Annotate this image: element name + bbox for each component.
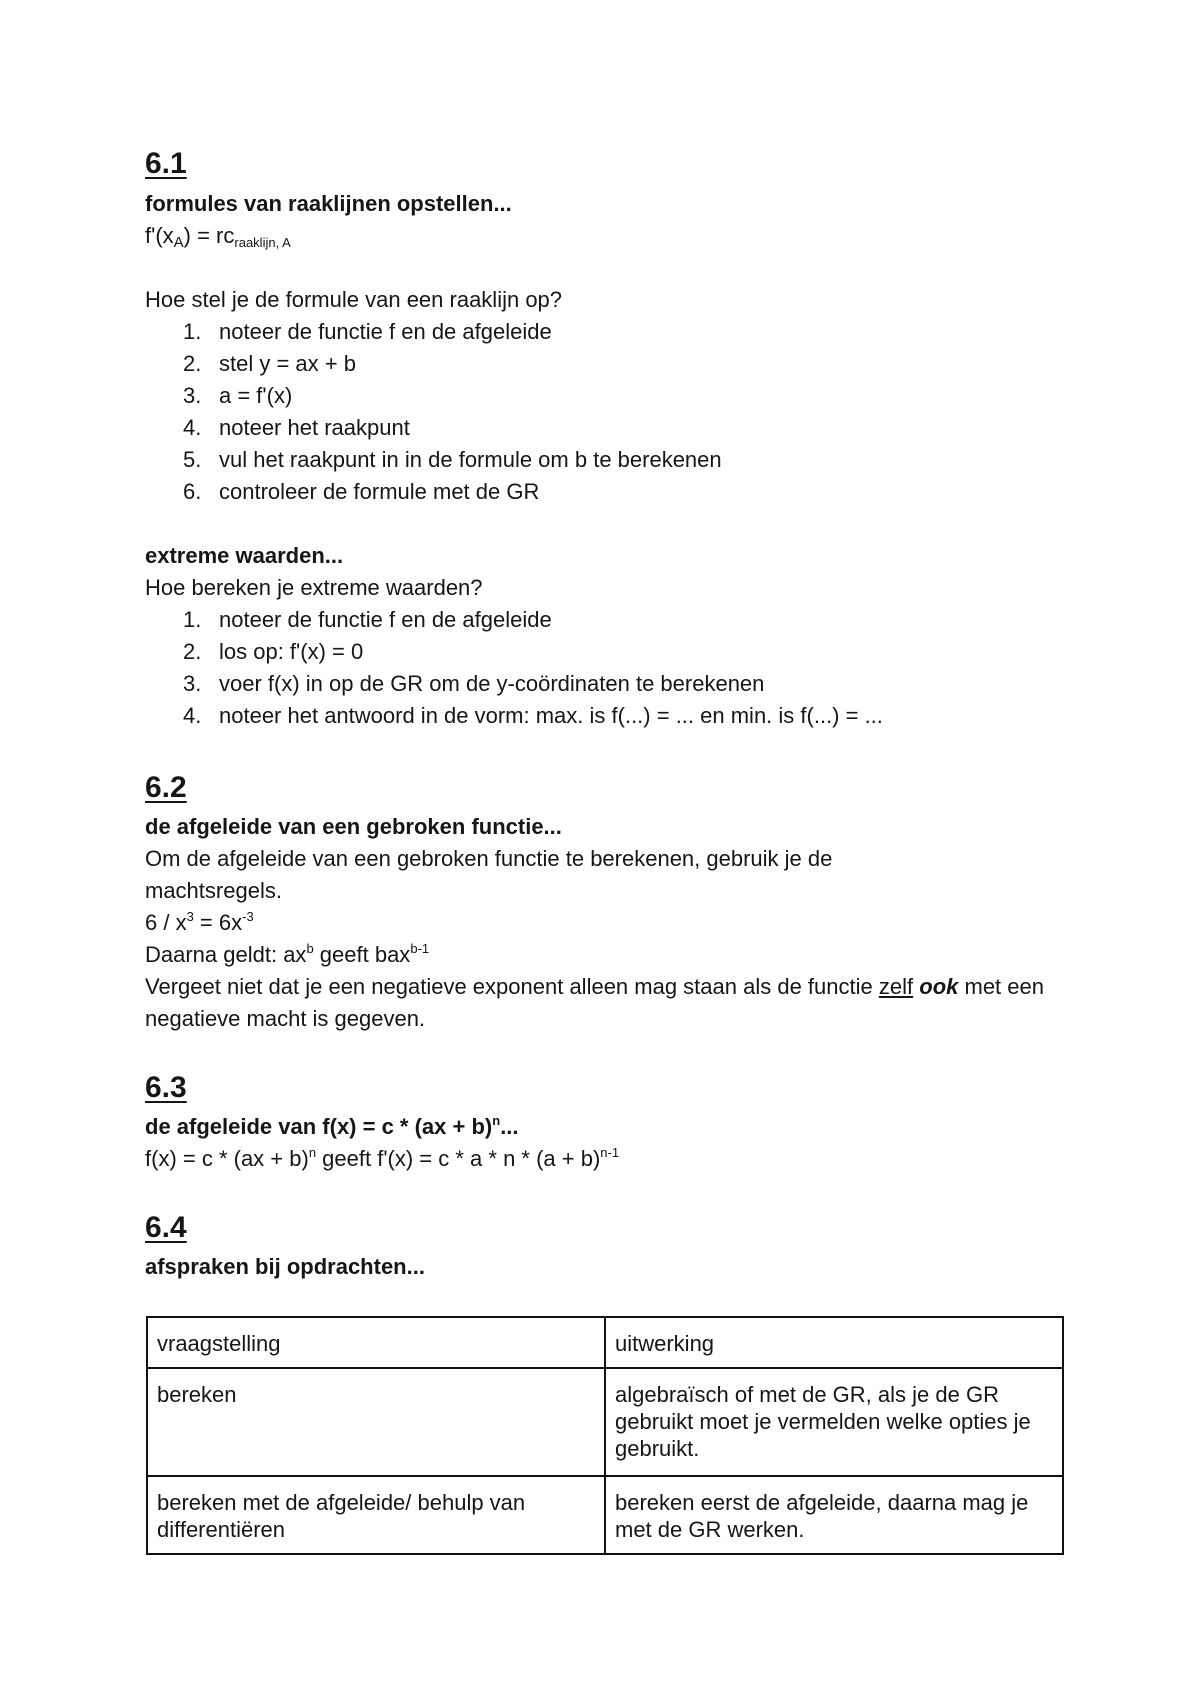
- list-text: noteer het raakpunt: [219, 415, 410, 440]
- formula: [145, 1143, 1070, 1175]
- list-text: noteer het antwoord in de vorm: max. is f(...) = ... en min. is f(...) = ...: [219, 703, 883, 728]
- table-cell: bereken: [147, 1368, 605, 1476]
- eq-sup: b: [306, 941, 314, 956]
- eq-part: 6 / x: [145, 910, 187, 935]
- eq-sup: b-1: [410, 941, 430, 956]
- list-item: [145, 348, 1070, 380]
- text: met een negatieve macht is gegeven.: [145, 974, 1044, 1031]
- eq-sup: 3: [186, 909, 194, 924]
- list-number: 4.: [183, 703, 202, 728]
- underlined-text: zelf: [878, 974, 914, 999]
- section-heading-6-4: 6.4: [145, 1211, 187, 1244]
- list-number: 1.: [183, 319, 202, 344]
- table-header-cell: uitwerking: [605, 1317, 1063, 1368]
- list-number: 5.: [183, 447, 202, 472]
- sup: n-1: [600, 1145, 620, 1160]
- subheading: [145, 1111, 1070, 1143]
- steps-list: [145, 316, 1070, 508]
- list-number: 4.: [183, 415, 202, 440]
- text: f(x) = c * (ax + b): [145, 1146, 309, 1171]
- table-row: [147, 1476, 1063, 1554]
- subheading: de afgeleide van een gebroken functie...: [145, 814, 562, 839]
- list-item: [145, 444, 1070, 476]
- sup: n: [492, 1113, 501, 1128]
- section-6-2-body: [145, 811, 1070, 1035]
- subheading: extreme waarden...: [145, 543, 344, 568]
- list-text: a = f'(x): [219, 383, 293, 408]
- formula-part: f'(x: [145, 223, 174, 248]
- text: de afgeleide van f(x) = c * (ax + b): [145, 1114, 493, 1139]
- paragraph: [145, 971, 1065, 1035]
- equation: [145, 939, 1070, 971]
- table-row: [147, 1368, 1063, 1476]
- equation: [145, 907, 1070, 939]
- list-item: [145, 668, 1070, 700]
- question: Hoe stel je de formule van een raaklijn op?: [145, 287, 563, 312]
- subheading: formules van raaklijnen opstellen...: [145, 191, 512, 216]
- tangent-formula: [145, 220, 1070, 252]
- list-text: noteer de functie f en de afgeleide: [219, 319, 552, 344]
- subheading: afspraken bij opdrachten...: [145, 1254, 425, 1279]
- section-heading-6-1: 6.1: [145, 147, 187, 180]
- paragraph: Om de afgeleide van een gebroken functie te berekenen, gebruik je de machtsregels.: [145, 846, 833, 903]
- list-item: [145, 636, 1070, 668]
- list-item: [145, 476, 1070, 508]
- sup: n: [308, 1145, 317, 1160]
- list-number: 3.: [183, 383, 202, 408]
- list-text: controleer de formule met de GR: [219, 479, 540, 504]
- text: geeft f'(x) = c * a * n * (a + b): [316, 1146, 601, 1171]
- eq-part: geeft bax: [313, 942, 411, 967]
- text: ...: [500, 1114, 519, 1139]
- section-6-4-body: [145, 1251, 1070, 1283]
- section-6-1-body: [145, 188, 1070, 732]
- list-number: 3.: [183, 671, 202, 696]
- formula-part: ) = rc: [183, 223, 235, 248]
- table-cell: algebraïsch of met de GR, als je de GR gebruikt moet je vermelden welke opties je gebruikt.: [605, 1368, 1063, 1476]
- list-text: vul het raakpunt in in de formule om b te berekenen: [219, 447, 722, 472]
- text: Vergeet niet dat je een negatieve exponent alleen mag staan als de functie: [145, 974, 879, 999]
- eq-part: Daarna geldt: ax: [145, 942, 307, 967]
- list-text: voer f(x) in op de GR om de y-coördinaten te berekenen: [219, 671, 765, 696]
- list-number: 2.: [183, 351, 202, 376]
- list-item: [145, 412, 1070, 444]
- formula-sub: raaklijn, A: [234, 235, 291, 250]
- list-text: stel y = ax + b: [219, 351, 356, 376]
- list-number: 1.: [183, 607, 202, 632]
- list-number: 6.: [183, 479, 202, 504]
- list-item: [145, 316, 1070, 348]
- formula-sub: A: [173, 234, 184, 251]
- table-header-row: [147, 1317, 1063, 1368]
- extreme-steps-list: [145, 604, 1070, 732]
- section-6-3-body: [145, 1111, 1070, 1175]
- list-item: [145, 700, 1070, 732]
- list-item: [145, 380, 1070, 412]
- table-cell: bereken met de afgeleide/ behulp van differentiëren: [147, 1476, 605, 1554]
- emphasis-text: ook: [919, 974, 959, 999]
- list-item: [145, 604, 1070, 636]
- eq-sup: -3: [242, 909, 254, 924]
- list-text: noteer de functie f en de afgeleide: [219, 607, 552, 632]
- list-text: los op: f'(x) = 0: [219, 639, 364, 664]
- table-cell: bereken eerst de afgeleide, daarna mag je met de GR werken.: [605, 1476, 1063, 1554]
- eq-part: = 6x: [193, 910, 243, 935]
- section-heading-6-3: 6.3: [145, 1071, 187, 1104]
- section-heading-6-2: 6.2: [145, 771, 187, 804]
- table-header-cell: vraagstelling: [147, 1317, 605, 1368]
- agreements-table: [146, 1316, 1064, 1555]
- list-number: 2.: [183, 639, 202, 664]
- question: Hoe bereken je extreme waarden?: [145, 575, 483, 600]
